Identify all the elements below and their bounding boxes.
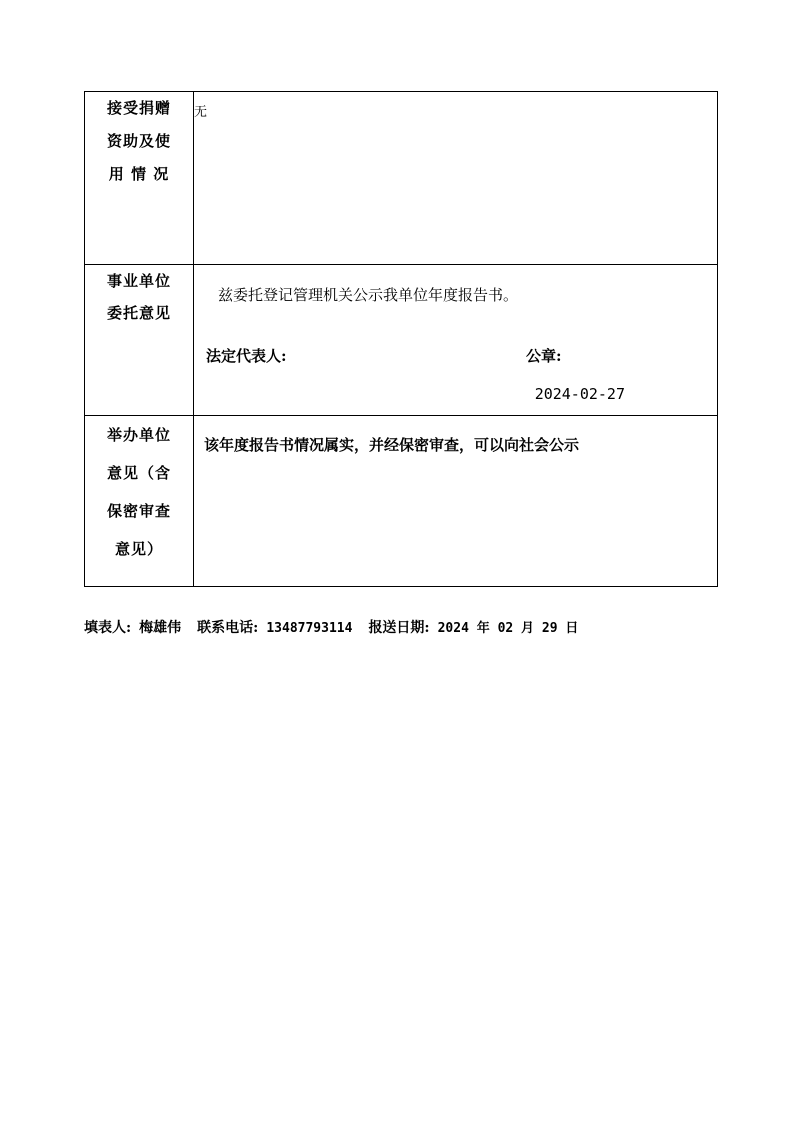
- entrust-statement: 兹委托登记管理机关公示我单位年度报告书。: [218, 286, 519, 304]
- filler-label: 填表人:: [84, 620, 132, 636]
- row-label-entrust: [85, 265, 194, 416]
- row-label-donation-line-2: 资助及使: [106, 132, 171, 150]
- phone-label: 联系电话:: [197, 620, 259, 636]
- legal-representative-label: 法定代表人:: [206, 347, 287, 365]
- annual-report-form-table: [84, 91, 718, 587]
- row-label-host-opinion: [85, 416, 194, 587]
- submit-date-label: 报送日期:: [368, 620, 430, 636]
- footer-info-line: [84, 617, 724, 637]
- row-label-donation: [85, 92, 194, 265]
- row-label-donation-line-1: 接受捐赠: [106, 99, 171, 117]
- filler-value: 梅雄伟: [139, 620, 182, 636]
- official-seal-label: 公章:: [526, 347, 562, 365]
- row-label-host-line-3: 保密审查: [106, 502, 171, 520]
- row-label-entrust-line-1: 事业单位: [106, 272, 171, 290]
- entrust-date: 2024-02-27: [534, 385, 625, 403]
- table-row-entrust: [85, 265, 718, 416]
- row-content-donation: 无: [194, 92, 718, 265]
- row-label-host-line-2: 意见（含: [106, 464, 171, 482]
- row-label-host-line-1: 举办单位: [106, 426, 171, 444]
- phone-value: 13487793114: [266, 621, 353, 636]
- row-label-donation-line-3: 用 情 况: [108, 165, 170, 183]
- row-label-entrust-line-2: 委托意见: [106, 304, 171, 322]
- table-row-host-opinion: [85, 416, 718, 587]
- row-content-host-opinion: 该年度报告书情况属实，并经保密审查，可以向社会公示: [194, 416, 718, 587]
- entrust-signature-row: [194, 309, 717, 371]
- submit-date-value: 2024 年 02 月 29 日: [437, 621, 579, 636]
- row-label-host-line-4: 意见）: [114, 540, 163, 558]
- row-content-entrust: [194, 265, 718, 416]
- table-row-donation: [85, 92, 718, 265]
